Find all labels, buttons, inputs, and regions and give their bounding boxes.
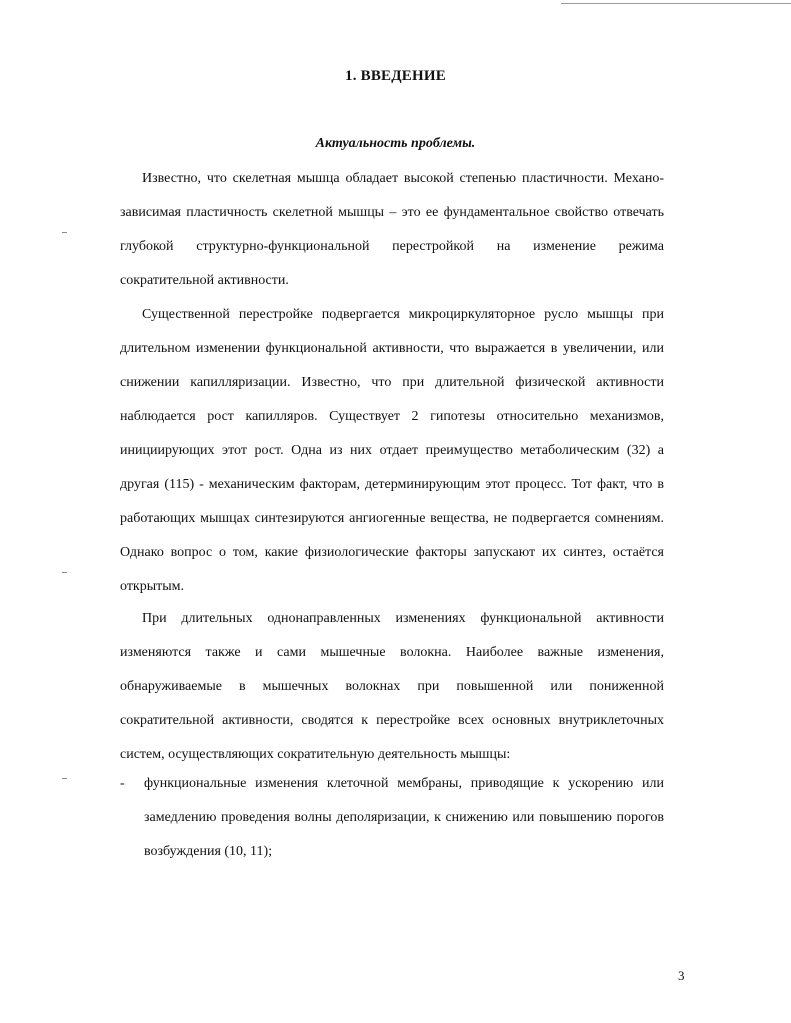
section-title: 1. ВВЕДЕНИЕ — [345, 68, 446, 84]
paragraph: Известно, что скелетная мышца обладает высокой степенью пластичности. Механо-зависимая пластичность скелетной мышцы – это ее фундаментальное свойство отвечать глубокой структурно-функциональной перестройкой на изменение режима сократительной активности. — [120, 171, 664, 288]
page-number: 3 — [678, 968, 685, 983]
list-marker: - — [120, 776, 125, 791]
paragraph: При длительных однонаправленных изменениях функциональной активности изменяются также и сами мышечные волокна. Наиболее важные изменения, обнаруживаемые в мышечных волокнах при повышенной или пониженной сократительной активности, сводятся к перестройке всех основных внутриклеточных систем, осуществляющих сократительную деятельность мышцы: — [120, 611, 664, 762]
list-item — [120, 767, 664, 869]
paragraph: Существенной перестройке подвергается микроциркуляторное русло мышцы при длительном изменении функциональной активности, что выражается в увеличении, или снижении капилляризации. Известно, что при длительной физической активности наблюдается рост капилляров. Существует 2 гипотезы относительно механизмов, инициирующих этот рост. Одна из них отдает преимущество метаболическим (32) а другая (115) - механическим факторам, детерминирующим этот процесс. Тот факт, что в работающих мышцах синтезируются ангиогенные вещества, не подвергается сомнениям. Однако вопрос о том, какие физиологические факторы запускают их синтез, остаётся открытым. — [120, 307, 664, 594]
margin-mark — [62, 232, 67, 233]
margin-mark — [62, 572, 67, 573]
scan-artifact-line — [561, 3, 791, 4]
list-item-text: функциональные изменения клеточной мембраны, приводящие к ускорению или замедлению проведения волны деполяризации, к снижению или повышению порогов возбуждения (10, 11); — [144, 776, 664, 859]
section-subtitle: Актуальность проблемы. — [315, 136, 476, 151]
margin-mark — [62, 778, 67, 779]
